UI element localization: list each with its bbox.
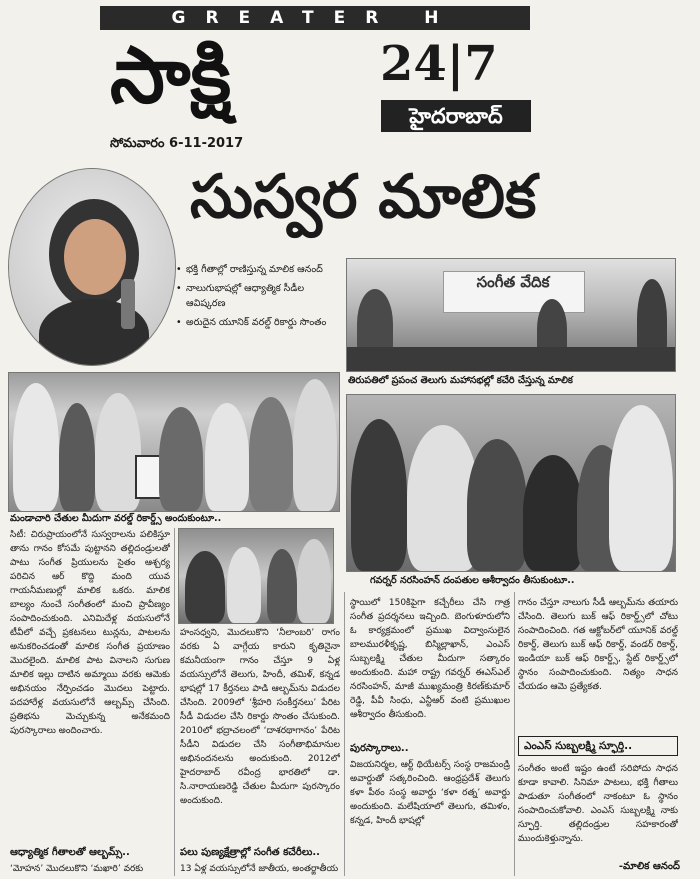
governor-photo xyxy=(346,394,676,572)
award-photo-caption: మండాచారి చేతుల మీదుగా వరల్డ్ రికార్డ్స్ అందుకుంటూ.. xyxy=(10,513,222,524)
highlight-item: • అరుదైన యూనిక్ వరల్డ్ రికార్డు సొంతం xyxy=(176,315,344,330)
governor-photo-caption: గవర్నర్ నరసింహన్ దంపతుల ఆశీర్వాదం తీసుకుంటూ.. xyxy=(370,575,575,586)
column-2-tail: 13 ఏళ్ల వయస్సులోనే జాతీయ, అంతర్జాతీయ xyxy=(180,864,339,874)
column-rule xyxy=(344,592,345,876)
column-3-text: స్థాయిలో 150కిపైగా కచ్చేరీలు చేసి గాత్ర సంగీత ప్రదర్శనలు ఇచ్చింది. బెంగుళూరులోని ఓ కార్యక్రమంలో ప్రముఖ విద్వాంసులైన బాలమురళీకృష్ణ, బిస్మిల్లాఖాన్, ఎంఎస్ సుబ్బలక్ష్మి చేతుల మీదుగా సత్కారం అందుకుంది. మహా రాష్ట్ర గవర్నర్ ఈఎస్ఎల్ నరసింహన్, మాజీ ముఖ్యమంత్రి కిరణ్‌కుమార్ రెడ్డి, పీవీ సింధు, ఎన్టీఆర్ వంటి ప్రముఖుల ఆశీర్వాదం తీసుకుంది. xyxy=(350,598,510,720)
article-column-4 xyxy=(518,596,678,726)
dateline: సోమవారం 6-11-2017 xyxy=(110,136,244,151)
headline: సుస్వర మాలిక xyxy=(190,162,537,232)
stage-banner-text: సంగీత వేదిక xyxy=(476,273,550,291)
column-2-subhead: పలు పుణ్యక్షేత్రాల్లో సంగీత కచేరీలు.. xyxy=(180,847,320,858)
column-2-text: హంసధ్వని, మొదలుకొని ‘నీలాంబరి’ రాగం వరకు ఏ వాగ్గేయ కారుని కృతినైనా కమనీయంగా గానం చేస్తూ 9 ఏళ్ల వయస్సులోనే తెలుగు, హిందీ, తమిళ్, కన్నడ భాషల్లో 17 కీర్తనలు పాడి ఆల్బమ్‌ను విడుదల చేసింది. 2009లో ‘శ్రీహరి సంకీర్తనలు’ పేరిట సీడీ విడుదల చేసి రికార్డు సొంతం చేసుకుంది. 2010లో భద్రాచలంలో ‘దాశరథాగానం’ పేరిట సీడీని విడుదల చేసి సంగీతాభిమానుల అభినందనలను అందుకుంది. 2012లో హైదరాబాద్ రవీంద్ర భారతిలో డా. సి.నారాయణరెడ్డి చేతుల మీదుగా పురస్కారం అందుకుంది. xyxy=(180,628,340,806)
column-3-subhead: పురస్కారాలు.. xyxy=(350,743,409,754)
award-photo xyxy=(8,372,340,512)
column-1-text: సిటీ: చిరుప్రాయంలోనే సుస్వరాలను పలికిస్తూ తాను గానం కోసమే పుట్టానని తల్లిదండ్రులతో పాటు సంగీత ప్రియులను సైతం ఆశ్చర్య పరిచిన ఆర్ కొద్ది మంది యువ గాయనీమణుల్లో మాలిక ఒకరు. మాలిక బాల్యం నుంచే సంగీతంలో మంచి ప్రావీణ్యం సంపాదించుకుంది. ఎనిమిదేళ్ల వయసులోనే టీవీలో వచ్చే ప్రకటనలు టున్లను, పాటలను అనుకరించడంతో మాలిక సంగీత ప్రయాణం మొదలైంది. మాలిక పాట వినాలని సుగుణ మాలిక ఇల్లు దాటిన అమ్మాయి వరకు ఆమెకు అభినయం నేర్పించడం మొదలు పెట్టారు. పదహారేళ్ల వయసులోనే ఆల్బమ్స్ చేసింది. ప్రతిభను మెచ్చుకున్న అనేకమంది పురస్కారాలు అందించారు. xyxy=(10,530,170,736)
section-band-text: GREATER H xyxy=(171,8,459,28)
article-column-2 xyxy=(180,626,340,846)
quote-signoff: -మాలిక ఆనంద్ xyxy=(618,861,680,872)
column-rule xyxy=(174,528,175,876)
article-column-1 xyxy=(10,528,170,844)
city-label: హైదరాబాద్ xyxy=(381,100,531,132)
column-rule xyxy=(514,592,515,876)
column-1-subhead: ఆధ్యాత్మిక గీతాలతో ఆల్బమ్స్.. xyxy=(10,847,130,858)
newspaper-logo: సాక్షి xyxy=(110,31,232,121)
stage-photo-caption: తిరుపతిలో ప్రపంచ తెలుగు మహాసభల్లో కచేరి చేస్తున్న మాలిక xyxy=(348,375,573,386)
column-3-tail: విజయనిర్మల, ఆర్ట్ థియేటర్స్ సంస్థ రాజమండ్రి అవార్డుతో సత్కరించింది. ఆంధ్రప్రదేశ్ తెలుగు కళా పీఠం సంస్థ అవార్డు ‘కళా రత్న’ అవార్డు అందుకుంది. మలేషియాలో తెలుగు, తమిళం, కన్నడ, హిందీ భాషల్లో xyxy=(350,760,510,826)
column-4-text: గానం చేస్తూ నాలుగు సీడీ ఆల్బమ్‌ను తయారు చేసింది. తెలుగు బుక్ ఆఫ్ రికార్డ్స్‌లో చోటు సంపాదించింది. గత ఆక్టోబర్‌లో యూనిక్ వరల్డ్ రికార్డ్, తెలుగు బుక్ ఆఫ్ రికార్డ్, వండర్ రికార్డ్, ఇండియా బుక్ ఆఫ్ రికార్డ్స్, స్టేట్ రికార్డ్స్‌లో స్థానం సంపాదించుకుంది. నిత్యం సాధన చేయడం ఆమె ప్రత్యేకత. xyxy=(518,598,678,692)
portrait-photo xyxy=(8,168,176,366)
highlight-item: • భక్తి గీతాల్లో రాణిస్తున్న మాలిక ఆనంద్ xyxy=(176,262,344,277)
column-1-tail: ‘మోహన’ మొదలుకొని ‘మఖారి’ వరకు xyxy=(10,864,144,874)
highlights-list xyxy=(176,262,344,330)
highlight-item: • నాలుగుభాషల్లో ఆధ్యాత్మిక సీడీల ఆవిష్కరణ xyxy=(176,281,344,311)
column-4-tail: సంగీతం అంటే ఇష్టం ఉంటే సరిపోదు సాధన కూడా కావాలి. సినిమా పాటలు, భక్తి గీతాలు పాడుతూ సంగీతంలో నాకంటూ ఓ స్థానం సంపాదించుకోవాలి. ఎంఎస్ సుబ్బలక్ష్మి నాకు స్ఫూర్తి. తల్లిదండ్రుల సహకారంతో ముందుకెళ్తున్నాను. xyxy=(518,764,678,844)
article-column-3 xyxy=(350,596,510,740)
temple-photo xyxy=(178,528,334,624)
quote-box-heading: ఎంఎస్ సుబ్బలక్ష్మి స్ఫూర్తి.. xyxy=(518,736,678,756)
stage-photo xyxy=(346,258,676,372)
edition-number: 24|7 xyxy=(380,36,498,92)
